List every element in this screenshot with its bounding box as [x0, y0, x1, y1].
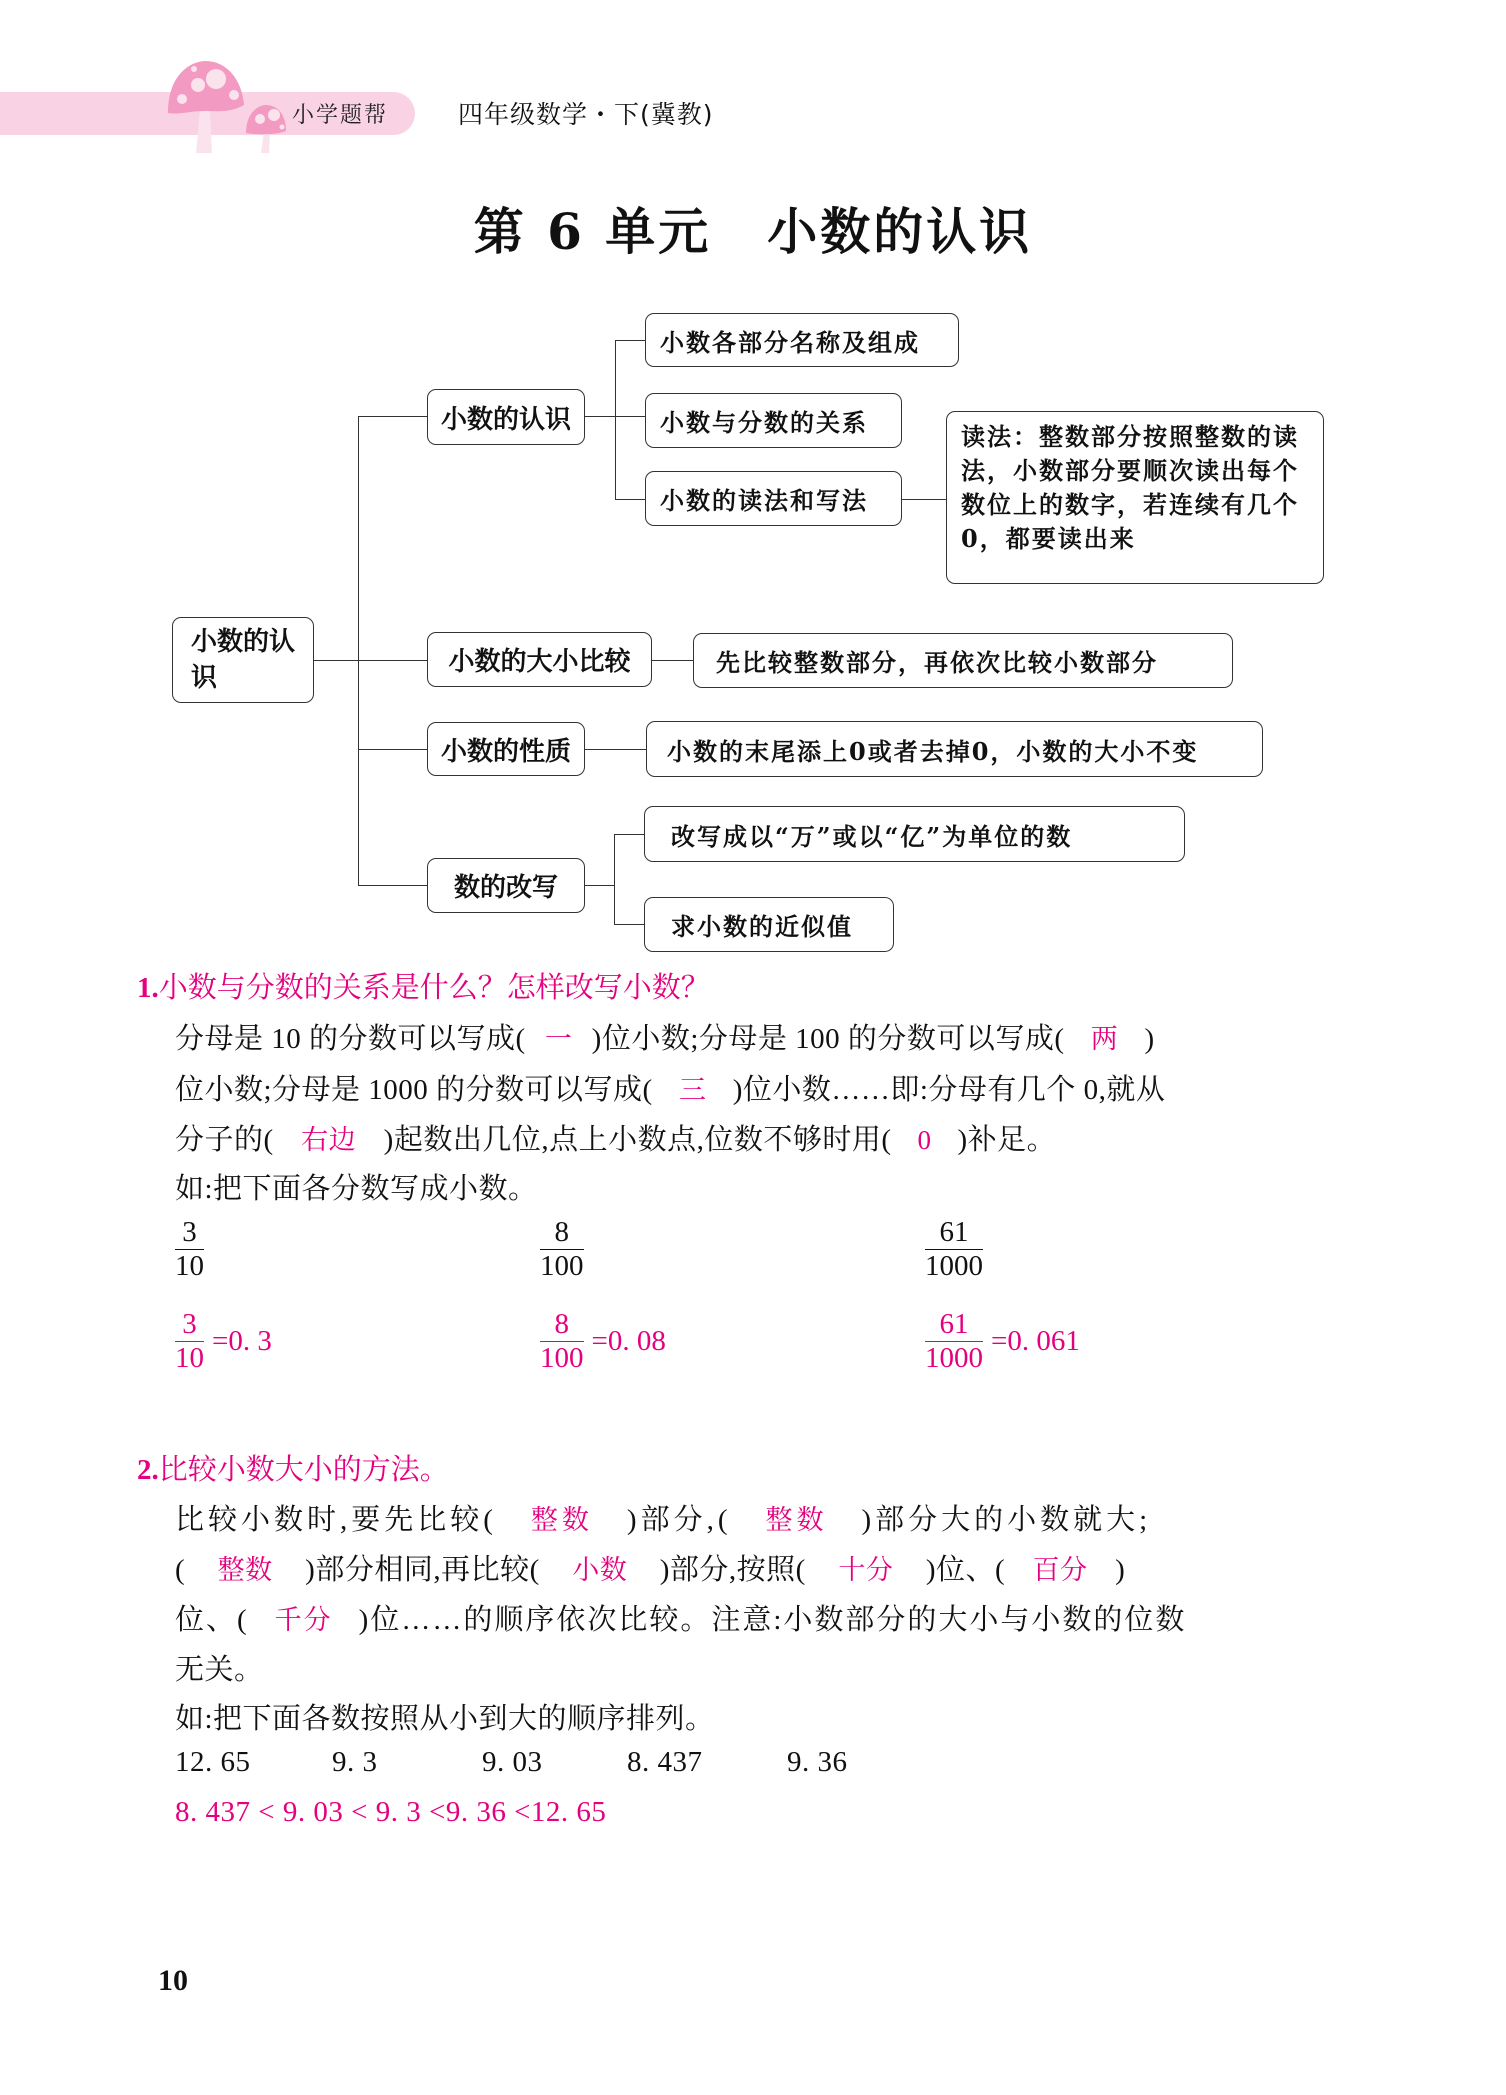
- leaf-property-rule: 小数的末尾添上0或者去掉0，小数的大小不变: [646, 721, 1263, 777]
- numerator: 8: [554, 1308, 569, 1340]
- answer-blank: 整数: [217, 1555, 273, 1585]
- answer-blank: 百分: [1032, 1555, 1088, 1585]
- q2-line-4: 无关。: [175, 1654, 264, 1686]
- denominator: 1000: [925, 1342, 983, 1374]
- numerator: 3: [182, 1308, 197, 1340]
- reading-rule-note: 读法：整数部分按照整数的读法，小数部分要顺次读出每个数位上的数字，若连续有几个0，都要读出来: [946, 411, 1324, 584]
- text: )位……的顺序依次比较。注意:小数部分的大小与小数的位数: [358, 1604, 1187, 1636]
- answer-blank: 整数: [765, 1505, 828, 1535]
- text: )位、(: [925, 1554, 1006, 1586]
- answer-blank: 右边: [301, 1125, 357, 1155]
- text: 位、(: [175, 1604, 249, 1636]
- text: 位小数;分母是 1000 的分数可以写成(: [175, 1074, 653, 1106]
- leaf-rewrite-units: 改写成以“万”或以“亿”为单位的数: [644, 806, 1185, 862]
- q2-line-3: [175, 1597, 1186, 1638]
- leaf-read-and-write: 小数的读法和写法: [645, 471, 902, 526]
- text: )部分大的小数就大;: [861, 1504, 1152, 1536]
- ordering-answer: 8. 437 < 9. 03 < 9. 3 <9. 36 <12. 65: [175, 1796, 607, 1828]
- number-item: 12. 65: [175, 1746, 251, 1778]
- connector-line: [358, 416, 427, 417]
- topic-label: 小数的认识: [767, 202, 1033, 261]
- denominator: 1000: [925, 1250, 983, 1282]
- decimal-result: =0. 08: [591, 1325, 666, 1357]
- leaf-parts-and-composition: 小数各部分名称及组成: [645, 313, 959, 367]
- answer-blank: 一: [544, 1024, 573, 1054]
- connector-line: [615, 340, 616, 500]
- text: ): [1115, 1554, 1126, 1586]
- unit-label: 第 6 单元: [473, 202, 712, 261]
- answer-blank: 小数: [572, 1555, 628, 1585]
- page-number: 10: [158, 1964, 188, 1997]
- q2-line-2: [175, 1547, 1125, 1588]
- leaf-approximate-value: 求小数的近似值: [644, 897, 894, 952]
- answer-blank: 三: [678, 1075, 707, 1105]
- q1-heading: [137, 965, 710, 1006]
- q1-number: 1.: [137, 972, 159, 1004]
- q1-line-3: [175, 1117, 1056, 1158]
- q1-line-2: [175, 1067, 1165, 1108]
- page-title: [0, 192, 1506, 264]
- denominator: 100: [540, 1342, 584, 1374]
- connector-line: [615, 340, 645, 341]
- number-item: 8. 437: [627, 1746, 703, 1778]
- text: 比较小数时,要先比较(: [175, 1504, 497, 1536]
- mindmap-root: 小数的认识: [172, 617, 314, 703]
- fraction: [925, 1216, 983, 1283]
- q2-line-1: [175, 1497, 1151, 1538]
- leaf-decimal-fraction-relation: 小数与分数的关系: [645, 393, 902, 448]
- text: )位小数;分母是 100 的分数可以写成(: [591, 1023, 1065, 1055]
- branch-rewrite: 数的改写: [427, 858, 585, 913]
- number-item: 9. 3: [332, 1746, 378, 1778]
- connector-line: [314, 660, 358, 661]
- text: )起数出几位,点上小数点,位数不够时用(: [383, 1124, 892, 1156]
- branch-properties: 小数的性质: [427, 722, 585, 776]
- number-item: 9. 03: [482, 1746, 543, 1778]
- text: (: [175, 1554, 186, 1586]
- fraction-answer: [175, 1308, 272, 1375]
- answer-blank: 十分: [838, 1555, 894, 1585]
- connector-line: [614, 924, 644, 925]
- q2-number: 2.: [137, 1454, 159, 1486]
- connector-line: [358, 660, 427, 661]
- q2-example: 如:把下面各数按照从小到大的顺序排列。: [175, 1703, 715, 1735]
- q1-example: 如:把下面各分数写成小数。: [175, 1173, 538, 1205]
- text: )补足。: [957, 1124, 1057, 1156]
- connector-line: [585, 885, 614, 886]
- branch-compare-size: 小数的大小比较: [427, 632, 652, 687]
- answer-blank: 整数: [530, 1505, 593, 1535]
- fraction: [175, 1308, 204, 1375]
- leaf-compare-rule: 先比较整数部分，再依次比较小数部分: [693, 633, 1233, 688]
- connector-line: [585, 749, 646, 750]
- numerator: 61: [939, 1308, 969, 1340]
- denominator: 10: [175, 1342, 204, 1374]
- denominator: 10: [175, 1250, 204, 1282]
- text: 分母是 10 的分数可以写成(: [175, 1023, 526, 1055]
- decimal-result: =0. 061: [991, 1325, 1080, 1357]
- numerator: 3: [182, 1216, 197, 1248]
- text: 分子的(: [175, 1124, 274, 1156]
- connector-line: [358, 885, 427, 886]
- q1-line-1: [175, 1016, 1155, 1057]
- numerator: 61: [939, 1216, 969, 1248]
- text: )部分相同,再比较(: [305, 1554, 540, 1586]
- fraction-answer: [540, 1308, 666, 1375]
- numerator: 8: [554, 1216, 569, 1248]
- fraction: [540, 1308, 584, 1375]
- branch-decimal-concept: 小数的认识: [427, 389, 585, 445]
- connector-line: [358, 749, 427, 750]
- connector-line: [614, 834, 644, 835]
- brand-label: 小学题帮: [292, 103, 389, 128]
- answer-blank: 千分: [274, 1605, 333, 1635]
- decimal-result: =0. 3: [212, 1325, 272, 1357]
- answer-blank: 0: [917, 1125, 932, 1155]
- answer-blank: 两: [1090, 1024, 1119, 1054]
- fraction: [175, 1216, 204, 1283]
- connector-line: [652, 660, 693, 661]
- q1-heading-text: 小数与分数的关系是什么？怎样改写小数？: [158, 972, 710, 1004]
- fraction: [925, 1308, 983, 1375]
- connector-line: [902, 499, 947, 500]
- q2-heading: [137, 1447, 449, 1488]
- trunk-line: [358, 416, 359, 886]
- fraction-answer: [925, 1308, 1080, 1375]
- fraction: [540, 1216, 584, 1283]
- q2-heading-text: 比较小数大小的方法。: [158, 1454, 449, 1486]
- text: )部分,(: [626, 1504, 732, 1536]
- connector-line: [615, 499, 645, 500]
- text: )部分,按照(: [659, 1554, 806, 1586]
- number-item: 9. 36: [787, 1746, 848, 1778]
- denominator: 100: [540, 1250, 584, 1282]
- connector-line: [614, 834, 615, 925]
- text: )位小数……即:分母有几个 0,就从: [732, 1074, 1166, 1106]
- subject-label: 四年级数学・下(冀教): [458, 100, 714, 129]
- text: ): [1144, 1023, 1155, 1055]
